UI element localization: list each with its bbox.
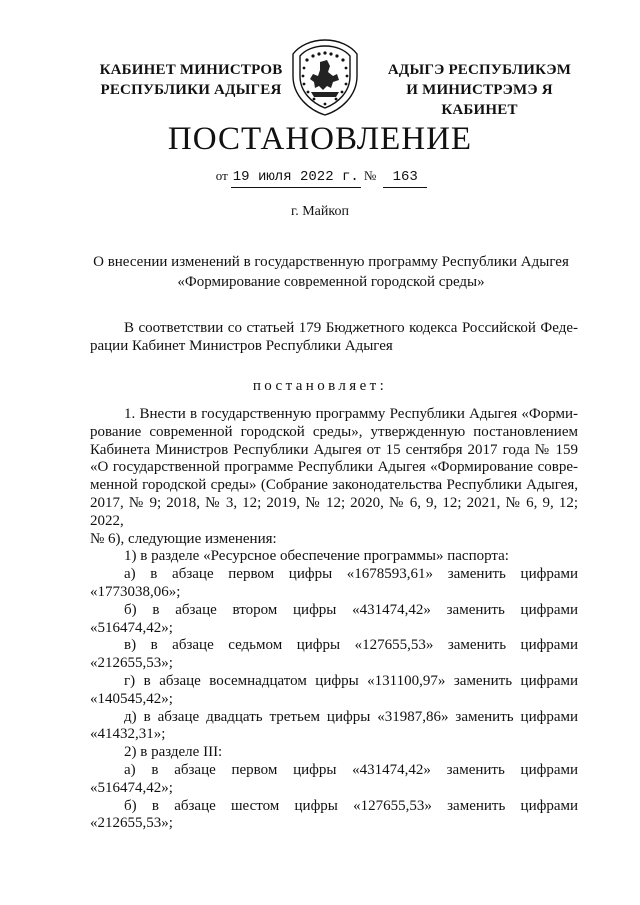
issuer-line: РЕСПУБЛИКИ АДЫГЕЯ [100, 82, 282, 98]
body-text [90, 406, 578, 833]
issuer-line: КАБИНЕТ МИНИСТРОВ [99, 62, 283, 78]
amendment-line: «140545,42»; [90, 690, 173, 707]
date-number-line [0, 166, 640, 188]
preamble-line: рации Кабинет Министров Республики Адыгея [90, 337, 393, 354]
preamble-line: В соответствии со статьей 179 Бюджетного кодекса Российской Феде- [124, 320, 578, 336]
coat-of-arms-icon [287, 36, 363, 118]
amendment-line: а) в абзаце первом цифры «431474,42» заменить цифрами [124, 761, 578, 778]
subitem-heading: 1) в разделе «Ресурсное обеспечение программы» паспорта: [124, 548, 509, 565]
document-subject [86, 252, 576, 292]
amendment-line: б) в абзаце втором цифры «431474,42» заменить цифрами [124, 601, 578, 618]
amendment-line: д) в абзаце двадцать третьем цифры «31987,86» заменить цифрами [124, 708, 578, 725]
issuer-name-russian [96, 60, 286, 100]
subject-line: «Формирование современной городской среды» [177, 274, 485, 290]
item1-line: менной городской среды» (Собрание законодательства Республики Адыгея, [90, 477, 578, 494]
issuer-line: И МИНИСТРЭМЭ Я КАБИНЕТ [406, 82, 553, 118]
issuer-line: АДЫГЭ РЕСПУБЛИКЭМ [387, 62, 572, 78]
item1-line: № 6), следующие изменения: [90, 530, 277, 547]
document-number: 163 [383, 167, 427, 188]
issuer-name-adyghe [372, 60, 587, 120]
item1-line: «О государственной программе Республики Адыгея «Формирование совре- [90, 459, 578, 476]
item1-line: рование современной городской среды», утвержденную постановлением [90, 423, 578, 440]
amendment-line: а) в абзаце первом цифры «1678593,61» заменить цифрами [124, 566, 578, 583]
amendment-line: «212655,53»; [90, 815, 173, 832]
date-prefix: от [215, 168, 228, 183]
subject-line: О внесении изменений в государственную программу Республики Адыгея [93, 254, 569, 270]
item1-line: 1. Внести в государственную программу Республики Адыгея «Форми- [124, 406, 578, 422]
preamble [90, 320, 578, 356]
amendment-line: «41432,31»; [90, 726, 166, 743]
item1-line: Кабинета Министров Республики Адыгея от 15 сентября 2017 года № 159 [90, 441, 578, 458]
city-line: г. Майкоп [291, 204, 349, 219]
amendment-line: «516474,42»; [90, 619, 173, 636]
amendment-line: б) в абзаце шестом цифры «127655,53» заменить цифрами [124, 797, 578, 814]
amendment-line: в) в абзаце седьмом цифры «127655,53» заменить цифрами [124, 637, 578, 654]
document-title: ПОСТАНОВЛЕНИЕ [167, 121, 473, 157]
amendment-line: «516474,42»; [90, 779, 173, 796]
subitem-heading: 2) в разделе III: [124, 744, 223, 761]
amendment-line: г) в абзаце восемнадцатом цифры «131100,97» заменить цифрами [124, 672, 578, 689]
item1-line: 2017, № 9; 2018, № 3, 12; 2019, № 12; 2020, № 6, 9, 12; 2021, № 6, 9, 12; 2022, [90, 494, 578, 529]
number-label: № [363, 168, 377, 183]
document-date: 19 июля 2022 г. [231, 167, 361, 188]
amendment-line: «1773038,06»; [90, 583, 181, 600]
decree-word: постановляет: [252, 378, 388, 394]
amendment-line: «212655,53»; [90, 655, 173, 672]
